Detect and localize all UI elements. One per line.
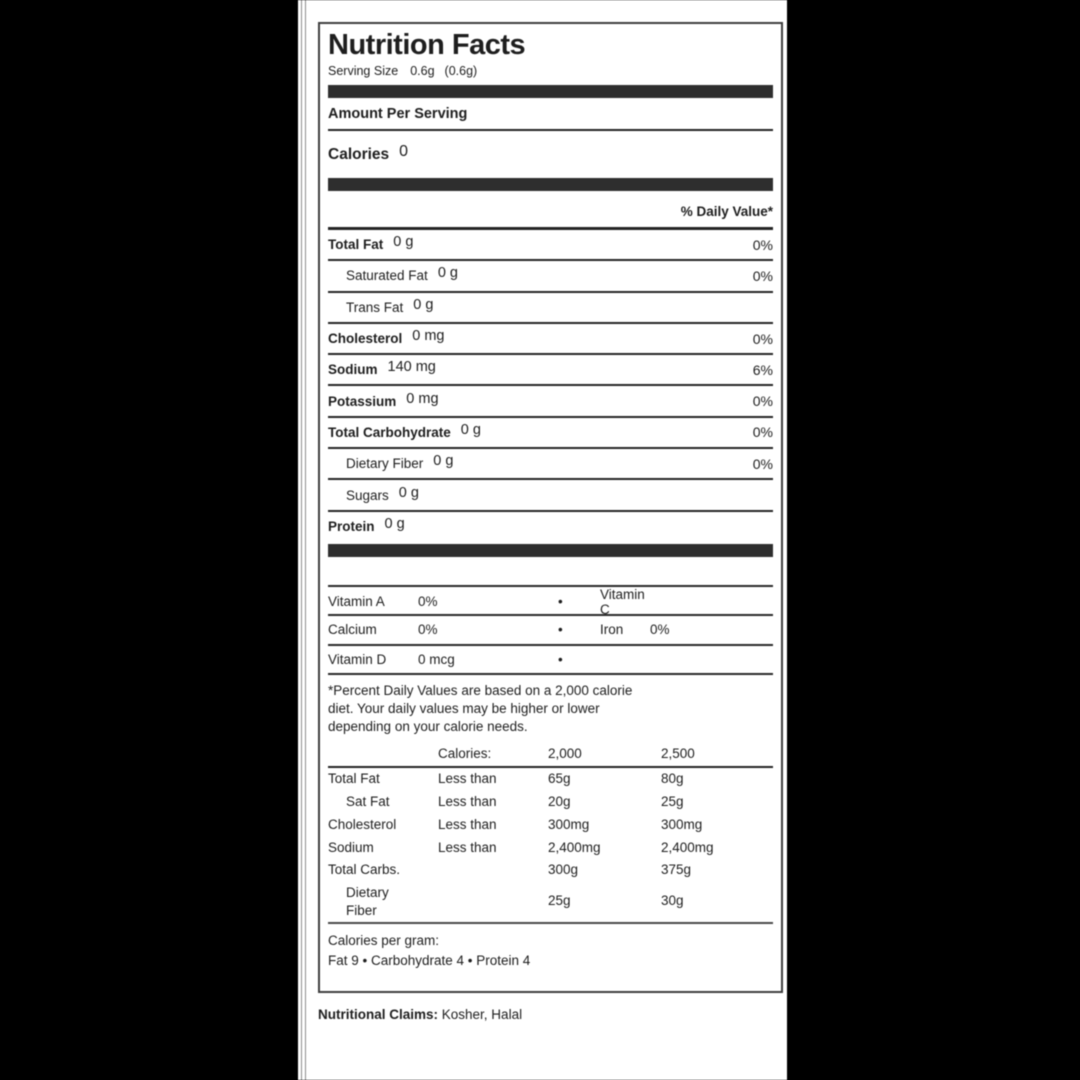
ref-label: Total Fat [328, 771, 380, 787]
separator-bar [328, 85, 773, 98]
ref-2000: 20g [548, 793, 571, 809]
calories-value: 0 [399, 142, 409, 160]
micronutrient-left-value: 0% [418, 622, 438, 638]
page-edge-line [301, 0, 302, 1080]
ref-2000: 25g [548, 892, 571, 908]
footnote-line: depending on your calorie needs. [328, 719, 528, 735]
micronutrient-right-label: Iron [600, 622, 624, 638]
calories-per-gram-title: Calories per gram: [328, 933, 440, 949]
micronutrient-left-value: 0 mcg [418, 651, 455, 667]
nutrient-label: Potassium [328, 393, 397, 409]
reference-values-table [328, 744, 773, 924]
micronutrient-left-value: 0% [418, 594, 438, 610]
reference-row-total-fat [328, 768, 773, 791]
nutrient-row-total-fat [328, 230, 773, 261]
reference-row-cholesterol [328, 814, 773, 837]
reference-row-total-carbs [328, 859, 773, 882]
nutrient-row-trans-fat [328, 293, 773, 324]
ref-2500: 80g [661, 771, 684, 787]
nutrient-label: Cholesterol [328, 331, 403, 347]
bullet-separator: • [558, 622, 563, 638]
separator-bar [328, 544, 773, 557]
header-calories: Calories: [438, 746, 492, 762]
amount-per-serving-label: Amount Per Serving [328, 106, 468, 122]
calories-row [328, 131, 773, 178]
nutrient-value: 0 g [437, 265, 458, 282]
nutrient-dv: 0% [752, 236, 773, 253]
bullet-separator: • [558, 594, 563, 610]
serving-size-label: Serving Size [328, 64, 399, 78]
nutritional-claims [318, 1007, 522, 1022]
nutrient-row-cholesterol [328, 324, 773, 355]
micronutrient-left-label: Calcium [328, 622, 377, 638]
nutrient-dv: 0% [752, 267, 773, 284]
daily-value-header: % Daily Value* [328, 191, 773, 230]
nutritional-claims-label: Nutritional Claims: [318, 1007, 439, 1022]
nutrient-label: Dietary Fiber [346, 456, 424, 472]
ref-label: Dietary Fiber [346, 885, 389, 919]
ref-2000: 65g [548, 771, 571, 787]
ref-2500: 300mg [661, 816, 703, 832]
micronutrient-right-label: Vitamin C [600, 586, 645, 617]
micronutrient-row-vitamin-d [328, 646, 773, 676]
nutrient-row-sugars [328, 480, 773, 511]
reference-table-header [328, 744, 773, 764]
nutrient-value: 0 mg [406, 390, 439, 407]
ref-qualifier: Less than [438, 839, 497, 855]
nutrient-label: Sugars [346, 487, 389, 503]
nutrient-row-sodium [328, 355, 773, 386]
ref-qualifier: Less than [438, 816, 497, 832]
ref-2000: 2,400mg [548, 839, 601, 855]
footnote-line: diet. Your daily values may be higher or lower [328, 701, 600, 717]
nutrient-label: Total Fat [328, 237, 384, 253]
ref-label: Sat Fat [346, 793, 390, 809]
nutrient-value: 0 g [413, 296, 434, 313]
reference-row-sat-fat [328, 791, 773, 814]
micronutrient-left-label: Vitamin D [328, 651, 387, 667]
ref-qualifier [438, 859, 548, 882]
nutrient-value: 0 g [433, 453, 454, 470]
nutrient-label: Sodium [328, 362, 378, 378]
nutrient-row-total-carbohydrate [328, 418, 773, 449]
header-2000: 2,000 [548, 746, 582, 762]
nutrient-value: 0 g [460, 421, 481, 438]
calories-per-gram-section [328, 931, 773, 971]
ref-2500: 2,400mg [661, 839, 714, 855]
serving-size-row [328, 63, 773, 80]
nutrient-row-potassium [328, 386, 773, 417]
nutrient-value: 140 mg [387, 359, 436, 376]
nutrient-row-saturated-fat [328, 261, 773, 292]
daily-values-footnote [328, 682, 773, 736]
divider [328, 922, 773, 924]
ref-2000: 300mg [548, 816, 590, 832]
footnote-line: *Percent Daily Values are based on a 2,000 calorie [328, 683, 633, 699]
nutrient-dv: 0% [752, 393, 773, 410]
nutrient-dv: 0% [752, 455, 773, 472]
micronutrient-row-calcium [328, 616, 773, 646]
nutrient-dv: 0% [752, 424, 773, 441]
nutrient-dv: 6% [752, 361, 773, 378]
page-edge-line [305, 0, 306, 1080]
ref-qualifier: Less than [438, 793, 497, 809]
nutrient-row-dietary-fiber [328, 449, 773, 480]
nutrient-value: 0 mg [412, 328, 445, 345]
micronutrient-left-label: Vitamin A [328, 594, 385, 610]
nutritional-claims-value: Kosher, Halal [441, 1007, 523, 1022]
calories-label: Calories [328, 145, 390, 163]
micronutrient-row-vitamin-a [328, 587, 773, 617]
separator-bar [328, 178, 773, 191]
nutrient-dv: 0% [752, 330, 773, 347]
header-2500: 2,500 [661, 746, 695, 762]
label-page [298, 0, 787, 1080]
ref-2500: 30g [661, 892, 684, 908]
nutrient-row-protein [328, 512, 773, 542]
ref-label: Total Carbs. [328, 862, 401, 878]
micronutrient-right-value: 0% [650, 622, 670, 638]
serving-size-alt: (0.6g) [444, 64, 478, 78]
reference-row-sodium [328, 837, 773, 860]
reference-row-dietary-fiber [328, 882, 773, 920]
serving-size-value: 0.6g [410, 64, 435, 78]
calories-per-gram-values: Fat 9 • Carbohydrate 4 • Protein 4 [328, 953, 531, 969]
nutrient-label: Trans Fat [346, 299, 404, 315]
ref-2000: 300g [548, 862, 579, 878]
micronutrients-section [328, 585, 773, 676]
nutrient-label: Total Carbohydrate [328, 424, 451, 440]
nutrition-facts-title: Nutrition Facts [328, 29, 526, 61]
nutrient-value: 0 g [384, 516, 405, 533]
nutrient-value: 0 g [398, 484, 419, 501]
nutrient-label: Protein [328, 519, 375, 535]
ref-qualifier: Less than [438, 771, 497, 787]
nutrient-value: 0 g [393, 234, 414, 251]
ref-2500: 375g [661, 862, 692, 878]
nutrient-label: Saturated Fat [346, 268, 428, 284]
ref-2500: 25g [661, 793, 684, 809]
bullet-separator: • [558, 651, 563, 667]
nutrition-facts-panel [318, 22, 783, 993]
ref-label: Sodium [328, 839, 374, 855]
ref-label: Cholesterol [328, 816, 397, 832]
